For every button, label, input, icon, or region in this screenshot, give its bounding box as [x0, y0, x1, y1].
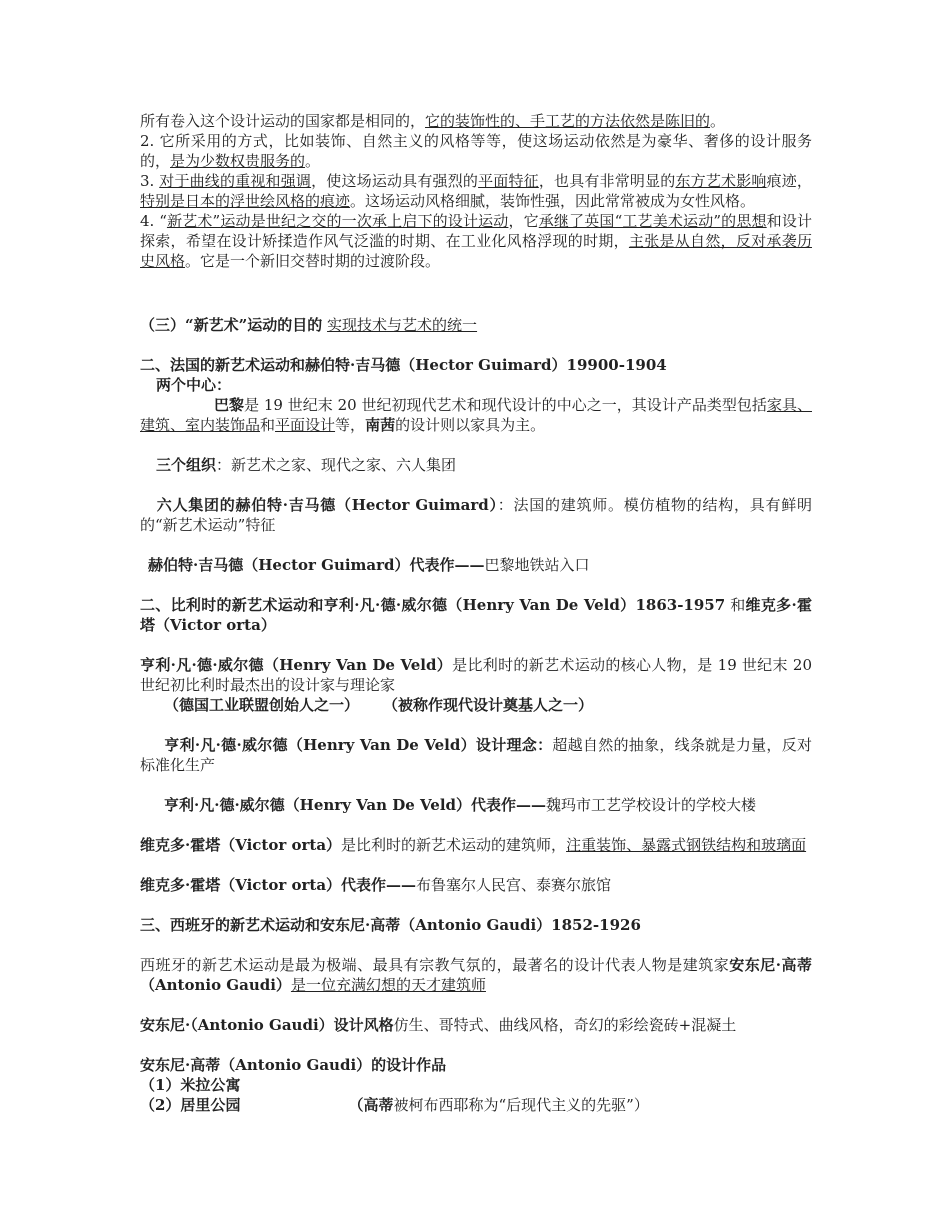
- text: ：新艺术之家、现代之家、六人集团: [216, 456, 457, 474]
- list-item: （1）米拉公寓: [140, 1076, 241, 1094]
- text: 魏玛市工艺学校设计的学校大楼: [546, 796, 757, 814]
- horta-work-line: [140, 875, 812, 895]
- document-body: [140, 111, 812, 1115]
- text: 所有卷入这个设计运动的国家都是相同的，: [140, 112, 426, 130]
- text: 和设计探索，希望在设计矫揉造作风气泛滥的时期、在工业化风格浮现的时期，: [140, 212, 812, 250]
- section-title: （三）“新艺术”运动的目的: [140, 316, 323, 334]
- list-item: （2）居里公园: [140, 1096, 241, 1114]
- text: 2. 它所采用的方式，比如装饰、自然主义的风格等等，使这场运动依然是为豪华、奢侈的设计服务的，: [140, 132, 812, 170]
- label: 三个组织: [156, 456, 217, 474]
- label: 亨利·凡·德·威尔德（Henry Van De Veld）: [140, 656, 453, 674]
- centers-label: [140, 375, 812, 395]
- text: 巴黎地铁站入口: [484, 556, 590, 574]
- note: （德国工业联盟创始人之一）: [164, 696, 360, 714]
- gaudi-works-heading: [140, 1055, 812, 1075]
- heading-text: 三、西班牙的新艺术运动和安东尼·高蒂（Antonio Gaudi）1852-1926: [140, 916, 641, 934]
- heading-text: 二、法国的新艺术运动和赫伯特·吉马德（Hector Guimard）19900-1904: [140, 356, 667, 374]
- label: 赫伯特·吉马德（Hector Guimard）代表作——: [148, 556, 485, 574]
- text: 超越自然的抽象，线条就是力量，反对标准化生产: [140, 736, 812, 774]
- paris-paragraph: [140, 395, 812, 435]
- text: 。它是一个新旧交替时期的过渡阶段。: [185, 252, 441, 270]
- label: 安东尼·高蒂（Antonio Gaudi）的设计作品: [140, 1056, 447, 1074]
- text: 。: [305, 152, 321, 170]
- text: 是比利时的新艺术运动的核心人物，是 19 世纪末 20 世纪初比利时最杰出的设计家与理论家: [140, 656, 812, 694]
- henry-work-line: [140, 795, 812, 815]
- gaudi-work-1: [140, 1075, 812, 1095]
- text: 布鲁塞尔人民宫、泰赛尔旅馆: [416, 876, 612, 894]
- belgium-heading: [140, 595, 812, 635]
- bold-term: 巴黎: [214, 396, 245, 414]
- bold-term: 安东尼·高蒂（Antonio Gaudi）: [140, 956, 812, 994]
- paragraph-2: [140, 131, 812, 171]
- guimard-work-line: [140, 555, 812, 575]
- note: （被称作现代设计奠基人之一）: [383, 696, 594, 714]
- text: 等，: [335, 416, 366, 434]
- text: （: [348, 1096, 364, 1114]
- six-group-paragraph: [140, 495, 812, 535]
- underlined-text: 主张是从自然，反对承袭历史风格: [140, 232, 812, 270]
- underlined-text: 是一位充满幻想的天才建筑师: [290, 976, 486, 994]
- horta-paragraph: [140, 835, 812, 855]
- spain-intro: [140, 955, 812, 995]
- paragraph-1: [140, 111, 812, 131]
- label: 亨利·凡·德·威尔德（Henry Van De Veld）设计理念：: [164, 736, 553, 754]
- text: 。: [710, 112, 726, 130]
- section-goal: 实现技术与艺术的统一: [327, 316, 478, 334]
- heading-text: 二、比利时的新艺术运动和亨利·凡·德·威尔德（Henry Van De Veld）1863-1957: [140, 596, 726, 614]
- label: 两个中心：: [156, 376, 232, 394]
- text: ：法国的建筑师。模仿植物的结构，具有鲜明的“新艺术运动”特征: [140, 496, 812, 534]
- text: 和: [725, 596, 746, 614]
- underlined-text: 平面设计: [275, 416, 336, 434]
- text: ，它: [508, 212, 539, 230]
- heading-text: 维克多·霍塔（Victor orta）: [140, 596, 812, 634]
- organizations-line: [140, 455, 812, 475]
- text: 的设计则以家具为主。: [395, 416, 546, 434]
- underlined-text: 注重装饰、暴露式钢铁结构和玻璃面: [566, 836, 807, 854]
- spain-heading: [140, 915, 812, 935]
- bold-term: 南茜: [365, 416, 396, 434]
- henry-notes: [140, 695, 812, 715]
- underlined-text: 对于曲线的重视和强调: [159, 172, 312, 190]
- paragraph-4: [140, 211, 812, 271]
- underlined-text: 新艺术”运动是世纪之交的一次承上启下的设计运动: [166, 212, 509, 230]
- text: ，使这场运动具有强烈的: [311, 172, 479, 190]
- label: 维克多·霍塔（Victor orta）: [140, 836, 342, 854]
- label: 亨利·凡·德·威尔德（Henry Van De Veld）代表作——: [164, 796, 547, 814]
- gaudi-work-2: [140, 1095, 812, 1115]
- underlined-text: 它的装饰性的、手工艺的方法依然是陈旧的: [425, 112, 711, 130]
- label: 安东尼·（Antonio Gaudi）设计风格: [140, 1016, 394, 1034]
- text: 仿生、哥特式、曲线风格，奇幻的彩绘瓷砖+混凝土: [393, 1016, 737, 1034]
- text: 3.: [140, 172, 160, 190]
- france-heading: [140, 355, 812, 375]
- paragraph-3: [140, 171, 812, 211]
- underlined-text: 特别是日本的浮世绘风格的痕迹: [140, 192, 351, 210]
- text: 被柯布西耶称为“后现代主义的先驱”）: [393, 1096, 649, 1114]
- underlined-text: 家具、建筑、室内装饰品: [140, 396, 812, 434]
- text: 4. “: [140, 212, 167, 230]
- text: 是比利时的新艺术运动的建筑师，: [341, 836, 567, 854]
- underlined-text: 平面特征: [478, 172, 539, 190]
- text: 。这场运动风格细腻，装饰性强，因此常常被成为女性风格。: [350, 192, 756, 210]
- text: 和: [260, 416, 276, 434]
- text: ，也具有非常明显的: [538, 172, 676, 190]
- text: 痕迹，: [766, 172, 812, 190]
- gaudi-style-line: [140, 1015, 812, 1035]
- text: 是 19 世纪末 20 世纪初现代艺术和现代设计的中心之一，其设计产品类型包括: [244, 396, 767, 414]
- label: 六人集团的赫伯特·吉马德（Hector Guimard）: [156, 496, 498, 514]
- underlined-text: 东方艺术影响: [675, 172, 767, 190]
- underlined-text: 是为少数权贵服务的: [170, 152, 306, 170]
- label: 维克多·霍塔（Victor orta）代表作——: [140, 876, 417, 894]
- henry-concept-paragraph: [140, 735, 812, 775]
- section-3-heading: [140, 315, 812, 335]
- henry-paragraph: [140, 655, 812, 695]
- text: 西班牙的新艺术运动是最为极端、最具有宗教气氛的，最著名的设计代表人物是建筑家: [140, 956, 730, 974]
- bold-term: 高蒂: [363, 1096, 394, 1114]
- underlined-text: 承继了英国“工艺美术运动”的思想: [538, 212, 767, 230]
